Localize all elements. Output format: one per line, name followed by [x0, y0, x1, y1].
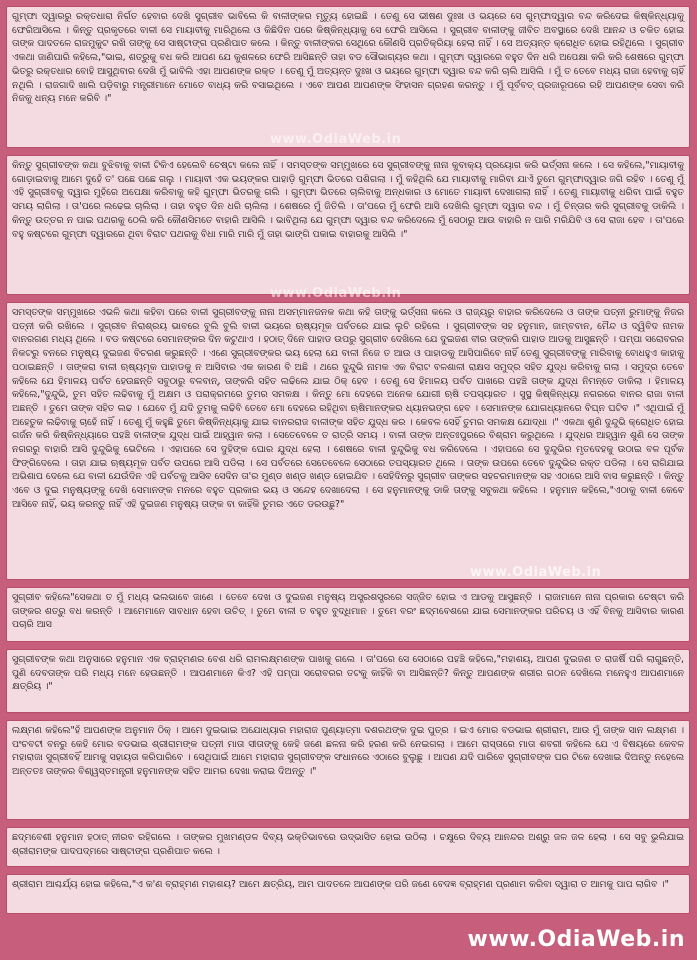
paragraph-5: ସୁଗ୍ରୀବଙ୍କ କଥା ଅନୁସାରେ ହନୁମାନ ଏକ ବ୍ରାହ୍ମଣର ବେଶ ଧରି ରାମଲକ୍ଷ୍ମଣଙ୍କ ପାଖକୁ ଗଲେ । ତା'ପରେ ସେ ସେଠାରେ ପହଞ୍ଚି କହିଲେ,"ମହାଶୟ, ଆପଣ ଦୁଇଜଣ ତ ରାଜର୍ଷି ପରି ଲାଗୁଛନ୍ତି, ପୁଣି ଦେବତାଙ୍କ ପରି ମଧ୍ୟ ମନେ ହେଉଛନ୍ତି । ଆପଣମାନେ କିଏ? ଏହି ପମ୍ପା ସରୋବରର ତଟକୁ କାହିଁକି ବା ଆସିଛନ୍ତି? କିନ୍ତୁ ଆପଣଙ୍କ ଶରୀର ଗଠନ ଦେଖିଲେ ମନେହୁଏ ଆପଣମାନେ କ୍ଷତ୍ରିୟ ।": [6, 649, 690, 713]
paragraph-7: ଛଦ୍ମବେଶୀ ହନୁମାନ ହଠାତ୍ ନୀରବ ରହିଗଲେ । ତାଙ୍କର ମୁଖମଣ୍ଡଳ ଦିବ୍ୟ ଭକ୍ତିଭାବରେ ଉଦ୍ଭାସିତ ହୋଇ ଉଠିଲା । ଚକ୍ଷୁରେ ଦିବ୍ୟ ଆନନ୍ଦର ଅଶ୍ରୁ ଜଳ ଜଳ ହେଲା । ସେ ସବୁ ଭୁଲିଯାଇ ଶ୍ରୀରାମଙ୍କ ପାଦପଦ୍ମରେ ସାଷ୍ଟାଙ୍ଗ ପ୍ରଣିପାତ କଲେ ।: [6, 827, 690, 867]
watermark-2: www.OdiaWeb.in: [270, 286, 402, 301]
paragraph-6: ଲକ୍ଷ୍ମଣ କହିଲେ"ହଁ ଆପଣଙ୍କ ଅନୁମାନ ଠିକ୍ । ଆମେ ଦୁଇଭାଇ ଅଯୋଧ୍ୟାର ମହାରାଜ ପୁଣ୍ୟାତ୍ମା ଦଶରଥଙ୍କ ଦୁଇ ପୁତ୍ର । ଇଏ ମୋର ବଡଭାଇ ଶ୍ରୀରାମ, ଆଉ ମୁଁ ତାଙ୍କ ସାନ ଲକ୍ଷ୍ମଣ । ପଂଚବଟୀ ବନରୁ କେହି ମୋର ବଡଭାଇ ଶ୍ରୀରାମଙ୍କ ପତ୍ନୀ ମାତା ସୀତାଙ୍କୁ କେହି ଜଣେ ଛଳନା କରି ହରଣ କରି ନେଇଗଲା । ଆମେ ରାସ୍ତାରେ ମାତା ଶବରୀ କହିଲେ ଯେ ଏ ବିଷୟରେ କେବଳ ମହାରାଜା ସୁଗ୍ରୀବହିଁ ଆମକୁ ସହାୟତା କରିପାରିବେ । ସେଥିପାଇଁ ଆମେ ମହାରାଜ ସୁଗ୍ରୀବଙ୍କ ସଂଧାନରେ ଏଠାରେ ବୁଲୁଛୁ । ଆପଣ ଯଦି ପାରିବେ ସୁଗ୍ରୀବଙ୍କ ଘର ଟିକେ ଦେଖାଇ ଦିଅନ୍ତୁ ନହେଲେ ଅନ୍ତତଃ ତାଙ୍କର ବିଶ୍ୱସ୍ତମନ୍ତ୍ରୀ ହନୁମାନଙ୍କ ସହିତ ଆମର ଦେଖା କରାଇ ଦିଅନ୍ତୁ ।": [6, 720, 690, 820]
site-brand-link[interactable]: www.OdiaWeb.in: [467, 927, 685, 952]
watermark-3: www.OdiaWeb.in: [470, 565, 602, 580]
paragraph-1: ଗୁମ୍ଫା ଦ୍ୱାରରୁ ରକ୍ତଧାରା ନିର୍ଗତ ହେବାର ଦେଖି ସୁଗ୍ରୀବ ଭାବିଲେ କି ବାଳୀଙ୍କର ମୃତ୍ୟୁ ହୋଇଛି । ତେଣୁ ସେ ଭୀଷଣ ଦୁଃଖ ଓ ଭୟରେ ସେ ଗୁମ୍ଫାଦ୍ୱାର ବନ୍ଦ କରିଦେଇ କିଷ୍କିନ୍ଧ୍ୟାକୁ ଫେରିଆସିଲେ । କିନ୍ତୁ ପ୍ରକୃତରେ ବାଳୀ ସେ ମାୟାବୀକୁ ମାରିଥିଲେ ଓ କିଛିଦିନ ପରେ କିଷ୍କିନ୍ଧ୍ୟାକୁ ସେ ଫେରି ଆସିଲେ । ସୁଗ୍ରୀବ ବାଳୀଙ୍କୁ ଜୀବିତ ଅବସ୍ଥାରେ ଦେଖି ଆନନ୍ଦ ଓ ଚକିତ ହୋଇ ତାଙ୍କ ପାଦତଳେ ରାଜମୁକୁଟ ରଖି ତାଙ୍କୁ ସେ ସାଷ୍ଟାଙ୍ଗ ପ୍ରଣିପାତ କଲେ । କିନ୍ତୁ ବାଳୀଙ୍କର ସେଥିରେ କୌଣସି ପ୍ରତିକ୍ରିୟା ହେଲା ନାହିଁ । ସେ ଅତ୍ୟନ୍ତ କ୍ରୋଧିତ ହୋଇ ରହିଥିଲେ । ସୁଗ୍ରୀବ ଏକଥା ଜାଣିପାରି କହିଲେ,"ଭାଇ, ଶତ୍ରୁକୁ ବଧ କରି ଆପଣ ଯେ କୁଶଳରେ ଫେରି ଆସିଛନ୍ତି ତାହା ବଡ ସୌଭାଗ୍ୟର କଥା । ଗୁମ୍ଫା ଦ୍ୱାରରେ ବହୁତ ଦିନ ଧରି ଅପେକ୍ଷା କରି କରି ଶେଷରେ ଗୁମ୍ଫା ଭିତରୁ ରକ୍ତଧାର ବୋହି ଆସୁଥିବାର ଦେଖି ମୁଁ ଭାବିଲି ଏହା ଆପଣଙ୍କ ରକ୍ତ । ତେଣୁ ମୁଁ ଅତ୍ୟନ୍ତ ଦୁଃଖ ଓ ଭୟରେ ଗୁମ୍ଫା ଦ୍ୱାର ବନ୍ଦ କରି ଚାଲି ଆସିଲି । ମୁଁ ତ ତେବେ ମଧ୍ୟ ରାଜା ହେବାକୁ ଚାହିଁ ନଥିଲି । ରାଜଗାଦି ଖାଲି ପଡ଼ିବାରୁ ମନ୍ତ୍ରୀମାନେ ମୋତେ ବାଧ୍ୟ କରି ବସାଇଥିଲେ । ଏବେ ଆପଣ ଆପଣଙ୍କ ସିଂହାସନ ଗ୍ରହଣ କରନ୍ତୁ । ମୁଁ ପୂର୍ବବତ୍ ପ୍ରଜାରୂପରେ ରହି ଆପଣଙ୍କ ସେବା କରି ନିଜକୁ ଧନ୍ୟ ମନେ କରିବି ।": [6, 6, 690, 148]
paragraph-3: ସମସ୍ତଙ୍କ ସମ୍ମୁଖରେ ଏଭଳି କଥା କହିବା ପରେ ବାଳୀ ସୁଗ୍ରୀବଙ୍କୁ ନାନା ଅସମ୍ମାନଜନକ କଥା କହି ତାଙ୍କୁ ଭର୍ତ୍ସନା କଲେ ଓ ରାଜ୍ୟରୁ ବାହାର କରିଦେଲେ ଓ ତାଙ୍କ ପତ୍ନୀ ରୁମାଙ୍କୁ ନିଜର ପତ୍ନୀ କରି ରଖିଲେ । ସୁଗ୍ରୀବ ନିରାଶ୍ରୟ ଭାବରେ ବୁଲି ବୁଲି ବାଳୀ ଭୟରେ ଋଷ୍ୟମୂକ ପର୍ବତରେ ଯାଇ ଲୁଚି ରହିଲେ । ସୁଗ୍ରୀବଙ୍କ ସହ ହନୁମାନ, ଜାମ୍ବବାନ, ମୈନ୍ଦ ଓ ଦ୍ୱିବିଦ ନାମକ ବାନରଗଣ ମଧ୍ୟ ଥିଲେ । ବଡ କଷ୍ଟରେ ସେମାନଙ୍କର ଦିନ କଟୁଥାଏ । ହଠାତ୍ ଦିନେ ପାହାଡ ଉପରୁ ସୁଗ୍ରୀବ ଦେଖିଲେ ଯେ ଦୁଇଜଣ ବୀର ତାଙ୍କରି ପାହାଡ ଆଡକୁ ଆସୁଛନ୍ତି । ପମ୍ପା ସରୋବରର ନିକଟରୁ ବନରେ ମନୁଷ୍ୟ ଦୁଇଜଣ ବିଚରଣ କରୁଛନ୍ତି । ଏଣେ ସୁଗ୍ରୀବଙ୍କର ଭୟ ହେଲା ଯେ ବାଳୀ ନିଜେ ତ ଆଉ ଓ ପାହାଡକୁ ଆସିପାରିବେ ନାହିଁ ତେଣୁ ସୁଗ୍ରୀବଙ୍କୁ ମାରିବାକୁ ବୋଧହୁଏ କାହାକୁ ପଠାଇଛନ୍ତି । ତାଙ୍କରା ବାଳୀ ଋଷ୍ୟମୂକ ପାହାଡକୁ ନ ଆସିବାର ଏକ କାରଣ ବି ଅଛି । ଥରେ ଦୁନ୍ଦୁଭି ନାମକ ଏକ ବିରାଟ ବଳଶାଳୀ ରାକ୍ଷସ ସମୁଦ୍ର ସହିତ ଯୁଦ୍ଧ କରିବାକୁ ଗଲା । ସମୁଦ୍ର ତେବେ କହିଲେ ଯେ ହିମାଳୟ ପର୍ବତ ହେଉଛନ୍ତି ସବୁଠାରୁ ବଳବାନ୍, ତାଙ୍କରି ସହିତ ଲଢିଲେ ଯାଇ ଠିକ୍ ହେବ । ତେଣୁ ସେ ହିମାଳୟ ପର୍ବତ ପାଖରେ ପହଞ୍ଚି ତାଙ୍କ ଯୁଦ୍ଧ ନିମନ୍ତେ ଡାକିଲା । ହିମାଳୟ କହିଲେ,"ଦୁନ୍ଦୁଭି, ତୁମ ସହିତ ଲଢିବାକୁ ମୁଁ ଅକ୍ଷମ ଓ ପରାକ୍ରମରେ ତୁମର ସମକକ୍ଷ । କିନ୍ତୁ ମୋ ଦେହରେ ଅନେକ ଯୋଗୀ ଋଷି ତପସ୍ୟାରତ । ସୁସ୍ଥ କିଷ୍କିନ୍ଧ୍ୟା ନଗରରେ ବାନର ରାଜା ବାଳୀ ଅଛନ୍ତି । ତୁମେ ତାଙ୍କ ସହିତ ଲଢ । ଯେବେ ମୁଁ ଯଦି ତୁମକୁ ଲଢିବି ତେବେ ମୋ ଦେହରେ ରହିଥିବା ଋଷିମାନଙ୍କର ଧ୍ୟାନଭଙ୍ଗ ହେବ । ସେମାନଙ୍କ ଯୋଗଧ୍ୟାନରେ ବିଘ୍ନ ଘଟିବ ।" ଏଥିପାଇଁ ମୁଁ ଅହେତୁକ ଲଢିବାକୁ ଚାହେଁ ନାହିଁ । ତେଣୁ ମୁଁ କହୁଛି ତୁମେ କିଷ୍କିନ୍ଧ୍ୟାକୁ ଯାଇ ବାନରରାଜ ବାଳୀଙ୍କ ସହିତ ଯୁଦ୍ଧ କର । କେବଳ ସେହିଁ ତୁମର ସମକକ୍ଷ ଯୋଦ୍ଧା ।" ଏକଥା ଶୁଣି ଦୁନ୍ଦୁଭି କ୍ରୋଧିତ ହୋଇ ଗର୍ଜନ କରି କିଷ୍କିନ୍ଧ୍ୟାରେ ପହଞ୍ଚି ବାଳୀଙ୍କ ଯୁଦ୍ଧ ପାଇଁ ଆହ୍ୱାନ କଲା । ସେତେବେଳେ ତ ରାତ୍ରି ସମୟ । ବାଳୀ ତାଙ୍କ ଅନ୍ତଃପୁରରେ ବିଶ୍ରାମ କରୁଥିଲେ । ଯୁଦ୍ଧର ଆହ୍ୱାନ ଶୁଣି ସେ ତାଙ୍କ ନଗରରୁ ବାହାରି ଆସି ଦୁନ୍ଦୁଭିକୁ ଭେଟିଲେ । ଏହାପରେ ସେ ଦୁହିଙ୍କ ଘୋର ଯୁଦ୍ଧ ହେଲା । ଶେଷରେ ବାଳୀ ଦୁନ୍ଦୁଭିକୁ ବଧ କରିଦେଲେ । ଏହାପରେ ସେ ଦୁନ୍ଦୁଭିର ମୃତଦେହକୁ ଉଠାଇ ବଳ ପୂର୍ବକ ଫିଙ୍ଗିଦେଲେ । ତାହା ଯାଇ ଋଷ୍ୟମୂକ ପର୍ବତ ଉପରେ ଆସି ପଡିଲା । ସେ ପର୍ବତରେ ସେତେବେଳେ ସେଠାରେ ତପସ୍ୟାରତ ଥିଲେ । ତାଙ୍କ ଉପରେ ତେବେ ଦୁନ୍ଦୁଭିର ରକ୍ତ ପଡିଲା । ସେ ରାଗିଯାଇ ଅଭିଶାପ ଦେଲେ ଯେ ବାଳୀ ଯେଉଁଦିନ ଏହି ପର୍ବତକୁ ଆସିବ ସେଦିନ ତା'ର ମୁଣ୍ଡ ଖଣ୍ଡ ଖଣ୍ଡ ହୋଇଯିବ । ସେହିଦିନରୁ ସୁଗ୍ରୀବ ତାଙ୍କର ସହଚରମାନଙ୍କ ସହ ଏଠାରେ ଆସି ବାସ କରୁଛନ୍ତି । କିନ୍ତୁ ଏବେ ଓ ଦୁଇ ମନୁଷ୍ୟଙ୍କୁ ଦେଖି ସେମାନଙ୍କ ମନରେ ବହୁତ ପ୍ରକାର ଭୟ ଓ ସନ୍ଦେହ ଦେଖାଦେଲା । ସେ ହନୁମାନଙ୍କୁ ଡାକି ତାଙ୍କୁ ସବୁକଥା କହିଲେ । ହନୁମାନ କହିଲେ,"ଏଠାକୁ ବାଳୀ କେବେ ଆସିବେ ନାହିଁ, ଭୟ କରନ୍ତୁ ନାହିଁ ଏହି ଦୁଇଜଣ ମନୁଷ୍ୟ ତାଙ୍କ ବା କାହିଁକି ତୁମର ଏତେ ଡରଉଛୁ?": [6, 302, 690, 580]
watermark-1: www.OdiaWeb.in: [270, 132, 402, 147]
paragraph-2: କିନ୍ତୁ ସୁଗ୍ରୀବଙ୍କ କଥା ବୁଝିବାକୁ ବାଳୀ ଟିକିଏ ହେଲେବି ଚେଷ୍ଟା କଲେ ନାହିଁ । ସମସ୍ତଙ୍କ ସମ୍ମୁଖରେ ସେ ସୁଗ୍ରୀବଙ୍କୁ ନାନା କୁବାକ୍ୟ ପ୍ରୟୋଗ କରି ଭର୍ତ୍ସନା କଲେ । ସେ କହିଲେ,"ମାୟାବୀକୁ ଗୋଡ଼ାଇବାକୁ ଆମେ ଦୁହେଁ ତ' ପଛେ ପଛେ ଗଲୁ । ମାୟାବୀ ଏକ ଭୟଙ୍କର ପାହାଡ଼ି ଗୁମ୍ଫା ଭିତରେ ପଶିଗଲା । ମୁଁ କହିଥିଲି ଯେ ମାୟାବୀକୁ ମାରିବା ଯାଏଁ ତୁମେ ଗୁମ୍ଫାଦ୍ୱାର ଜଗି ରହିବ । ତେଣୁ ମୁଁ ଏହି ସୁଗ୍ରୀବକୁ ଦ୍ୱାର ମୁହଁରେ ଅପେକ୍ଷା କରିବାକୁ କହି ଗୁମ୍ଫା ଭିତରକୁ ଗଲି । ଗୁମ୍ଫା ଭିତରେ ଚାଲିବାକୁ ଅନ୍ଧକାର ଓ ମୋତେ ମାୟାବୀ ଦେଖାଗଲା ନାହିଁ । ତେଣୁ ମାୟାବୀକୁ ଧରିବା ପାଇଁ ବହୁତ ସମୟ ଲାଗିଲା । ତା'ପରେ ଲଢେଇ ଚାଲିଲା । ତାହା ବହୁତ ଦିନ ଧରି ଚାଲିଲା । ଶେଷରେ ମୁଁ ଜିତିଲି । ତା'ପରେ ମୁଁ ଫେରି ଆସି ଦେଖିଲି ଗୁମ୍ଫା ଦ୍ୱାର ବନ୍ଦ । ମୁଁ ଚିନ୍ତାର କରି ସୁଗ୍ରୀବକୁ ଡାକିଲି । କିନ୍ତୁ ଉତ୍ତର ନ ପାଇ ପଥରକୁ ଠେଲି କରି କୌଣସିମତେ ବାହାରି ଆସିଲି । ଭାବିଥିଲା ଯେ ଗୁମ୍ଫା ଦ୍ୱାର ବନ୍ଦ କରିଦେଲେ ମୁଁ ସେଠାରୁ ଆଉ ବାହାରି ନ ପାରି ମରିଯିବି ଓ ସେ ରାଜା ହେବ । ତା'ପରେ ବହୁ କଷ୍ଟରେ ଗୁମ୍ଫା ଦ୍ୱାରରେ ଥିବା ବିରାଟ ପଥରକୁ ବିଧା ମାରି ମାରି ମୁଁ ତାହା ଭାଙ୍ଗି ପକାଇ ବାହାରକୁ ଆସିଲି ।": [6, 155, 690, 295]
paragraph-8: ଶ୍ରୀରାମ ଆଶ୍ଚର୍ଯ୍ୟ ହୋଇ କହିଲେ,"ଏ କ'ଣ ବ୍ରାହ୍ମଣ ମହାଶୟ? ଆମେ କ୍ଷତ୍ରିୟ, ଆମ ପାଦତଳେ ଆପଣଙ୍କ ପରି ଜଣେ ବେଦଜ୍ଞ ବ୍ରାହ୍ମଣ ପ୍ରଣାମ କରିବା ଦ୍ୱାରା ତ ଆମକୁ ପାପ ଲାଗିବ ।": [6, 874, 690, 914]
paragraph-4: ସୁଗ୍ରୀବ କହିଲେ"ସେକଥା ତ ମୁଁ ମଧ୍ୟ ଭଲଭାବେ ଜାଣେ । ତେବେ ଦେଖ ଓ ଦୁଇଜଣ ମନୁଷ୍ୟ ଅସ୍ତ୍ରଶସ୍ତ୍ରରେ ସଜ୍ଜିତ ହୋଇ ଏ ଆଡକୁ ଆସୁଛନ୍ତି । ରାଜାମାନେ ନାନା ପ୍ରକାର ଚେଷ୍ଟା କରି ତାଙ୍କର ଶତ୍ରୁ ବଧ କରନ୍ତି । ଆମେମାନେ ସାବଧାନ ହେବା ଉଚିତ୍ । ତୁମେ ବାଳୀ ତ ବହୁତ ବୁଦ୍ଧିମାନ । ତୁମେ ବରଂ ଛଦ୍ମବେଶରେ ଯାଇ ସେମାନଙ୍କର ପରିଚୟ ଓ ଏହିଁ ବିନକୁ ଆସିବାର କାରଣ ପଚାରି ଆସ: [6, 587, 690, 642]
